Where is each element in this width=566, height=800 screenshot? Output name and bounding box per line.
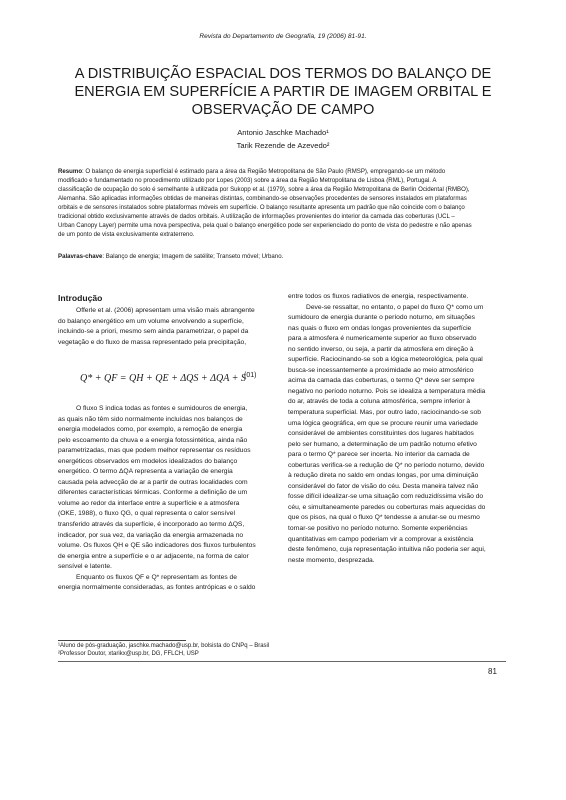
abstract-line: Alemanha. São aplicadas informações obtidas de maneiras distintas, combinando-se observações procedentes de sensores instalados em plataformas xyxy=(58,194,467,202)
text-line: Deve-se ressaltar, no entanto, o papel do fluxo Q* como um xyxy=(306,303,484,311)
title-line: A DISTRIBUIÇÃO ESPACIAL DOS TERMOS DO BALANÇO DE xyxy=(74,66,492,82)
text-line: quantitativas em campo poderiam vir a comprovar a existência xyxy=(288,535,474,543)
left-column-top xyxy=(58,306,277,348)
text-line: busca-se incessantemente a proximidade ao meio atmosférico xyxy=(288,366,474,374)
text-line: indicador, por sua vez, da variação da energia armazenada no xyxy=(58,531,244,539)
author-name: Tarik Rezende de Azevedo² xyxy=(236,141,330,150)
text-line: energéticos observados em modelos idealizados do balanço xyxy=(58,457,238,465)
abstract-line: classificação de ocupação do solo é semelhante à utilizada por Sukopp et al. (1979), sobre a área da Região Metropolitana de Berlin Ocidental (RMBO), xyxy=(58,185,470,193)
text-line: pelo escoamento da chuva e a energia fotossintética, ainda não xyxy=(58,436,248,444)
text-line: Offerle et al. (2006) apresentam uma visão mais abrangente xyxy=(76,307,255,314)
abstract-label: Resumo xyxy=(58,168,83,175)
keywords-label: Palavras-chave xyxy=(58,253,103,260)
text-line: energético. O termo ΔQA representa a variação de energia xyxy=(58,468,233,476)
text-line: as quais não têm sido normalmente incluídas nos balanços de xyxy=(58,415,243,423)
text-line: volume. Os fluxos QH e QE são indicadores dos fluxos turbulentos xyxy=(58,542,256,550)
text-line: pelo ser humano, a determinação de um padrão noturno efetivo xyxy=(288,440,477,448)
abstract-line: orbitais e de sensores instalados sobre plataformas móveis em superfície. O balanço resultante apresenta um padrão que não coincide com o balanço xyxy=(58,203,465,211)
text-line: do ar, através de toda a coluna atmosférica, sempre inferior à xyxy=(288,398,471,406)
text-line: tornar-se positivo no período noturno. Somente experiências xyxy=(288,525,468,533)
text-line: (OKE, 1988), o fluxo QG, o qual representa o calor sensível xyxy=(58,510,235,518)
text-line: coberturas verifica-se a redução de Q* no período noturno, devido xyxy=(288,461,485,469)
text-line: causada pela advecção de ar a partir de outras localidades com xyxy=(58,478,248,486)
text-line: fosse difícil idealizar-se uma situação com reduzidíssima visão do xyxy=(288,493,484,501)
page-footer-rule xyxy=(58,661,506,662)
text-line: céu, e simultaneamente paredes ou coberturas mais aquecidas do xyxy=(288,503,486,511)
text-line: energia normalmente consideradas, as fontes antrópicas e o saldo xyxy=(58,584,256,592)
text-line: considerável do fator de visão do céu. Desta maneira talvez não xyxy=(288,482,479,490)
text-line: acima da camada das coberturas, o termo Q* deve ser sempre xyxy=(288,377,475,385)
text-line: para a atmosfera é numericamente superior ao fluxo observado xyxy=(288,335,477,343)
text-line: diferentes características térmicas. Conforme a definição de um xyxy=(58,489,248,497)
text-line: temperatura superficial. Mas, por outro lado, raciocinando-se sob xyxy=(288,409,481,417)
text-line: entre todos os fluxos radiativos de energia, respectivamente. xyxy=(288,293,469,300)
article-title xyxy=(40,65,526,119)
text-line: que os pisos, na qual o fluxo Q* tendesse a anular-se ou mesmo xyxy=(288,514,480,522)
text-line: incluindo-se a priori, mesmo sem ainda parametrizar, o papel da xyxy=(58,328,249,336)
text-line: parametrizadas, mas que podem melhor representar os resíduos xyxy=(58,447,251,455)
text-line: negativo no período noturno. Pois se idealiza a temperatura média xyxy=(288,387,486,395)
keywords xyxy=(58,253,506,260)
text-line: volume ao redor da interface entre a superfície e a atmosfera xyxy=(58,499,240,507)
text-line: sumidouro de energia durante o período noturno, em situações xyxy=(288,314,475,322)
section-heading: Introdução xyxy=(58,293,103,303)
footnote-divider xyxy=(58,640,186,641)
text-line: superfície. Raciocinando-se sob a lógica meteorológica, pela qual xyxy=(288,356,483,364)
right-column xyxy=(288,292,507,566)
journal-header: Revista do Departamento de Geografia, 19 (2006) 81-91. xyxy=(199,33,367,40)
text-line: para o termo Q* parece ser incerta. No interior da camada de xyxy=(288,451,470,459)
abstract-line: tradicional obtido exclusivamente através de dados orbitais. A utilização de informações provenientes do interior da camada das coberturas (UCL – xyxy=(58,212,455,220)
text-line: O fluxo S indica todas as fontes e sumidouros de energia, xyxy=(76,405,248,412)
text-line: vegetação e do fluxo de massa representado pela precipitação, xyxy=(58,338,247,346)
abstract xyxy=(58,168,506,240)
text-line: do balanço energético em um volume envolvendo a superfície, xyxy=(58,317,244,325)
abstract-line: : O balanço de energia superficial é estimado para a área da Região Metropolitana de São Paulo (RMSP), empregando-se um método xyxy=(82,168,446,175)
author-name: Antonio Jaschke Machado¹ xyxy=(237,128,329,137)
equation: Q* + QF = QH + QE + ΔQS + ΔQA + S xyxy=(80,373,246,384)
abstract-line: modificado e fundamentado no procedimento utilizado por Lopes (2003) sobre a área da Região Metropolitana de Lisboa (RML), Portugal. A xyxy=(58,176,437,184)
text-line: considerável de ambientes constituintes dos lugares habitados xyxy=(288,430,474,438)
text-line: neste momento, desprezada. xyxy=(288,556,375,564)
text-line: de energia entre a superfície e o ar adjacente, na forma de calor xyxy=(58,552,249,560)
abstract-line: de um ponto de vista exclusivamente extraterreno. xyxy=(58,230,195,238)
title-line: ENERGIA EM SUPERFÍCIE A PARTIR DE IMAGEM ORBITAL E xyxy=(74,84,492,100)
left-column-bottom xyxy=(58,404,277,594)
text-line: uma lógica geográfica, em que se procure reunir uma variedade xyxy=(288,419,478,427)
keywords-text: : Balanço de energia; Imagem de satélite; Transeto móvel; Urbano. xyxy=(102,253,284,260)
text-line: transferido através da superfície, é incorporado ao termo ΔQS, xyxy=(58,521,245,529)
footnote: ²Professor Doutor, xtarikx@usp.br, DG, FFLCH, USP xyxy=(58,651,199,657)
page-number: 81 xyxy=(488,667,497,676)
title-line: OBSERVAÇÃO DE CAMPO xyxy=(191,102,375,118)
text-line: Enquanto os fluxos QF e Q* representam as fontes de xyxy=(76,573,237,581)
footnote: ¹Aluno de pós-graduação, jaschke.machado@usp.br, bolsista do CNPq – Brasil xyxy=(58,643,270,649)
text-line: energia modelados como, por exemplo, a remoção de energia xyxy=(58,426,243,434)
equation-number: (01) xyxy=(244,372,257,379)
text-line: no sentido inverso, ou seja, a partir da atmosfera em direção à xyxy=(288,345,474,353)
text-line: deste fenômeno, cuja representação intuitiva não poderia ser aqui, xyxy=(288,546,486,554)
text-line: sensível e latente. xyxy=(58,563,112,571)
abstract-line: Urban Canopy Layer) permite uma nova perspectiva, pela qual o balanço energético pode ser experienciado do ponto de vista do pedestre e não apenas xyxy=(58,221,472,229)
text-line: nas quais o fluxo em ondas longas provenientes da superfície xyxy=(288,324,472,332)
text-line: à redução direta no saldo em ondas longas, por uma diminuição xyxy=(288,472,479,480)
